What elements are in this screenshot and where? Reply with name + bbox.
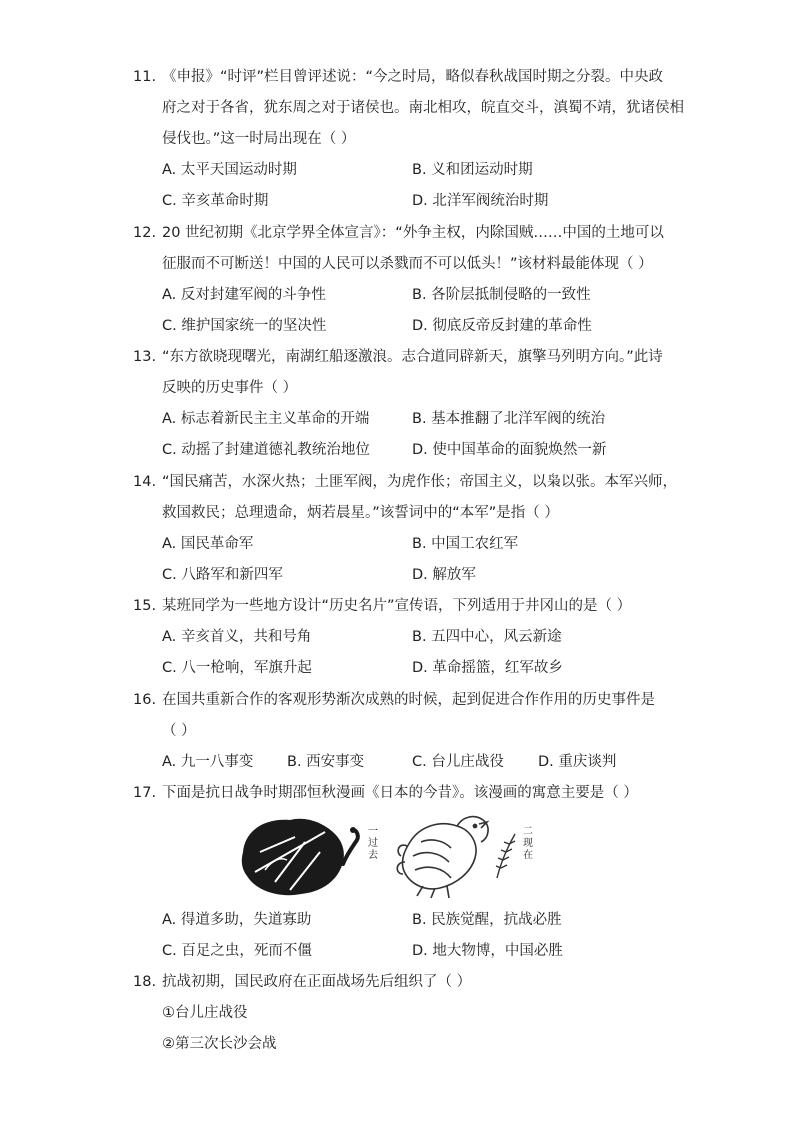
option-a[interactable]: A. 辛亥首义，共和号角	[162, 629, 312, 645]
option-b[interactable]: B. 基本推翻了北洋军阀的统治	[412, 411, 606, 427]
question-stem-line: 在国共重新合作的客观形势渐次成熟的时候，起到促进合作作用的历史事件是	[162, 692, 655, 708]
option-b[interactable]: B. 各阶层抵制侵略的一致性	[412, 287, 591, 303]
option-c[interactable]: C. 维护国家统一的坚决性	[162, 318, 327, 334]
question-number: 11.	[133, 69, 157, 85]
option-d[interactable]: D. 重庆谈判	[538, 754, 617, 770]
question-stem-line: 某班同学为一些地方设计“历史名片”宣传语，下列适用于井冈山的是（ ）	[162, 598, 632, 614]
option-c[interactable]: C. 台儿庄战役	[412, 754, 504, 770]
option-d[interactable]: D. 地大物博，中国必胜	[412, 943, 563, 959]
question-stem-line: 侵伐也。”这一时局出现在（ ）	[162, 131, 356, 147]
option-a[interactable]: A. 得道多助，失道寡助	[162, 912, 312, 928]
option-d[interactable]: D. 使中国革命的面貌焕然一新	[412, 442, 607, 458]
question-stem-line: 救国救民；总理遗命，炳若晨星。”该誓词中的“本军”是指（ ）	[162, 505, 559, 521]
question-number: 13.	[133, 349, 157, 365]
cartoon-image	[235, 812, 560, 902]
question-number: 16.	[133, 692, 157, 708]
grain-icon	[496, 834, 515, 878]
option-b[interactable]: B. 西安事变	[287, 754, 365, 770]
option-c[interactable]: C. 辛亥革命时期	[162, 193, 269, 209]
question-number: 18.	[133, 974, 157, 990]
question-stem-line: 抗战初期，国民政府在正面战场先后组织了（ ）	[162, 974, 472, 990]
question-stem-line: 下面是抗日战争时期邵恒秋漫画《日本的今昔》。该漫画的寓意主要是（ ）	[162, 785, 638, 801]
question-number: 12.	[133, 225, 157, 241]
question-stem-line: 征服而不可断送！中国的人民可以杀戮而不可以低头！”该材料最能体现（ ）	[162, 256, 653, 272]
question-stem-line: 20 世纪初期《北京学界全体宣言》：“外争主权，内除国贼……中国的土地可以	[162, 225, 664, 241]
cartoon-label-past: 一过去	[368, 826, 378, 861]
option-d[interactable]: D. 彻底反帝反封建的革命性	[412, 318, 592, 334]
option-b[interactable]: B. 义和团运动时期	[412, 162, 533, 178]
option-b[interactable]: B. 五四中心，风云新途	[412, 629, 562, 645]
option-b[interactable]: B. 民族觉醒，抗战必胜	[412, 912, 562, 928]
question-number: 17.	[133, 785, 157, 801]
list-item: ②第三次长沙会战	[162, 1036, 277, 1052]
question-number: 14.	[133, 474, 157, 490]
question-stem-line: 反映的历史事件（ ）	[162, 380, 298, 396]
option-c[interactable]: C. 动摇了封建道德礼教统治地位	[162, 442, 370, 458]
option-a[interactable]: A. 太平天国运动时期	[162, 162, 297, 178]
option-d[interactable]: D. 解放军	[412, 567, 476, 583]
option-c[interactable]: C. 八路军和新四军	[162, 567, 283, 583]
option-d[interactable]: D. 北洋军阀统治时期	[412, 193, 549, 209]
question-stem-line: “东方欲晓现曙光，南湖红船逐激浪。志合道同辟新天，旗擎马列明方向。”此诗	[162, 349, 663, 365]
question-stem-line: （ ）	[162, 723, 196, 739]
option-a[interactable]: A. 九一八事变	[162, 754, 254, 770]
bird-icon	[397, 817, 488, 898]
option-b[interactable]: B. 中国工农红军	[412, 536, 519, 552]
leaf-icon	[242, 819, 344, 895]
option-c[interactable]: C. 百足之虫，死而不僵	[162, 943, 312, 959]
question-stem-line: “国民痛苦，水深火热；土匪军阀，为虎作伥；帝国主义，以枭以张。本军兴师，	[162, 474, 678, 490]
option-a[interactable]: A. 反对封建军阀的斗争性	[162, 287, 326, 303]
cartoon-svg	[235, 812, 560, 902]
cartoon-label-present: 二现在	[523, 826, 533, 861]
list-item: ①台儿庄战役	[162, 1005, 248, 1021]
option-a[interactable]: A. 标志着新民主主义革命的开端	[162, 411, 370, 427]
option-d[interactable]: D. 革命摇篮，红军故乡	[412, 660, 563, 676]
option-c[interactable]: C. 八一枪响，军旗升起	[162, 660, 312, 676]
question-stem-line: 《申报》“时评”栏目曾评述说：“今之时局，略似春秋战国时期之分裂。中央政	[162, 69, 664, 85]
question-number: 15.	[133, 598, 157, 614]
question-stem-line: 府之对于各省，犹东周之对于诸侯也。南北相攻，皖直交斗，滇蜀不靖，犹诸侯相	[162, 100, 684, 116]
option-a[interactable]: A. 国民革命军	[162, 536, 254, 552]
caterpillar-icon	[343, 827, 358, 864]
